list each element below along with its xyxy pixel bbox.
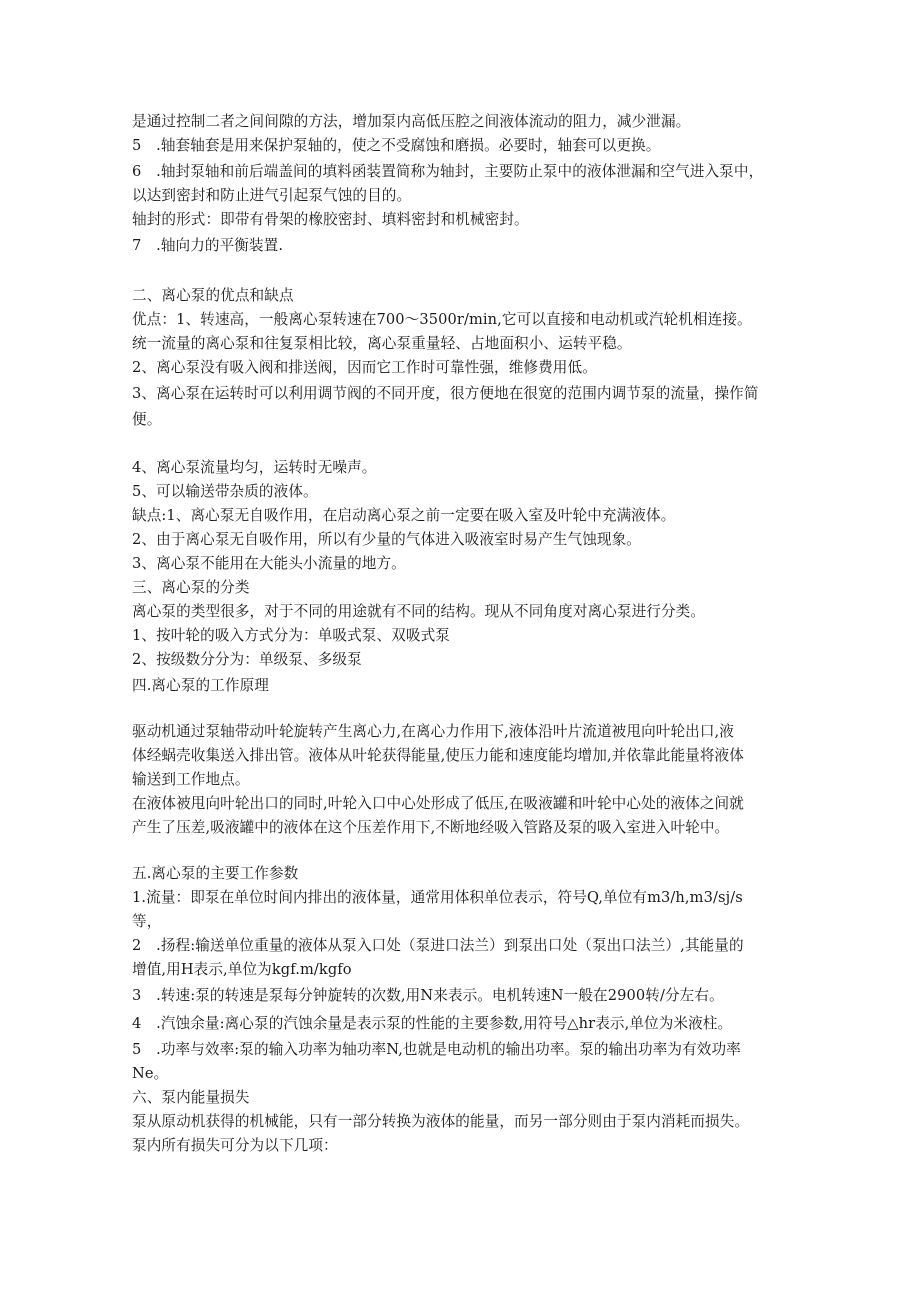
text-line: 以达到密封和防止进气引起泵气蚀的目的。 [132,187,412,204]
text-line: Ne。 [132,1065,169,1082]
text-line: 等， [132,913,162,930]
text-line: 5 .轴套轴套是用来保护泵轴的，使之不受腐蚀和磨损。必要时，轴套可以更换。 [132,137,661,154]
text-line: 统一流量的离心泵和往复泵相比较，离心泵重量轻、占地面积小、运转平稳。 [132,335,632,352]
text-line: 2、由于离心泵无自吸作用，所以有少量的气体进入吸液室时易产生气蚀现象。 [132,531,641,548]
text-line: 是通过控制二者之间间隙的方法，增加泵内高低压腔之间液体流动的阻力，减少泄漏。 [132,113,691,130]
text-line: 1、按叶轮的吸入方式分为：单吸式泵、双吸式泵 [132,627,450,644]
text-line: 驱动机通过泵轴带动叶轮旋转产生离心力,在离心力作用下,液体沿叶片流道被甩向叶轮出口,液 [132,723,734,740]
text-line: 便。 [132,411,162,428]
section-heading: 二、离心泵的优点和缺点 [132,287,294,304]
text-line: 增值,用H表示,单位为kgf.m/kgfo [132,961,352,978]
text-line: 2、按级数分分为：单级泵、多级泵 [132,651,362,668]
section-heading: 四.离心泵的工作原理 [132,677,269,694]
text-line: 4 .汽蚀余量:离心泵的汽蚀余量是表示泵的性能的主要参数,用符号△hr表示,单位为米液柱。 [132,1015,733,1032]
section-heading: 六、泵内能量损失 [132,1089,250,1106]
text-line: 5 .功率与效率:泵的输入功率为轴功率N,也就是电动机的输出功率。泵的输出功率为有效功率 [132,1041,741,1058]
text-line: 5、可以输送带杂质的液体。 [132,483,318,500]
text-line: 3、离心泵不能用在大能头小流量的地方。 [132,555,406,572]
text-line: 3 .转速:泵的转速是泵每分钟旋转的次数,用N来表示。电机转速N一般在2900转/分左右。 [132,987,724,1004]
section-heading: 三、离心泵的分类 [132,579,250,596]
text-line: 泵内所有损失可分为以下几项： [132,1137,338,1154]
text-line: 6 .轴封泵轴和前后端盖间的填料函装置简称为轴封，主要防止泵中的液体泄漏和空气进入泵中， [132,163,764,180]
text-line: 1.流量：即泵在单位时间内排出的液体量，通常用体积单位表示，符号Q,单位有m3/h,m3/sj/s [132,889,743,906]
section-heading: 五.离心泵的主要工作参数 [132,865,299,882]
text-line: 2、离心泵没有吸入阀和排送阀，因而它工作时可靠性强，维修费用低。 [132,359,597,376]
text-line: 输送到工作地点。 [132,771,250,788]
text-line: 4、离心泵流量均匀，运转时无噪声。 [132,459,377,476]
text-line: 离心泵的类型很多，对于不同的用途就有不同的结构。现从不同角度对离心泵进行分类。 [132,603,706,620]
text-line: 7 .轴向力的平衡装置. [132,237,284,254]
text-line: 2 .扬程:输送单位重量的液体从泵入口处（泵进口法兰）到泵出口处（泵出口法兰）,其能量的 [132,937,744,954]
text-line: 在液体被甩向叶轮出口的同时,叶轮入口中心处形成了低压,在吸液罐和叶轮中心处的液体之间就 [132,795,744,812]
text-line: 轴封的形式：即带有骨架的橡胶密封、填料密封和机械密封。 [132,211,529,228]
text-line: 泵从原动机获得的机械能，只有一部分转换为液体的能量，而另一部分则由于泵内消耗而损失。 [132,1113,750,1130]
text-line: 体经蜗壳收集送入排出管。液体从叶轮获得能量,使压力能和速度能均增加,并依靠此能量将液体 [132,747,744,764]
text-line: 优点：1、转速高，一般离心泵转速在700～3500r/min,它可以直接和电动机或汽轮机相连接。 [132,311,752,328]
text-line: 产生了压差,吸液罐中的液体在这个压差作用下,不断地经吸入管路及泵的吸入室进入叶轮中。 [132,819,730,836]
text-line: 3、离心泵在运转时可以利用调节阀的不同开度，很方便地在很宽的范围内调节泵的流量，操作简 [132,385,759,402]
text-line: 缺点:1、离心泵无自吸作用，在启动离心泵之前一定要在吸入室及叶轮中充满液体。 [132,507,676,524]
